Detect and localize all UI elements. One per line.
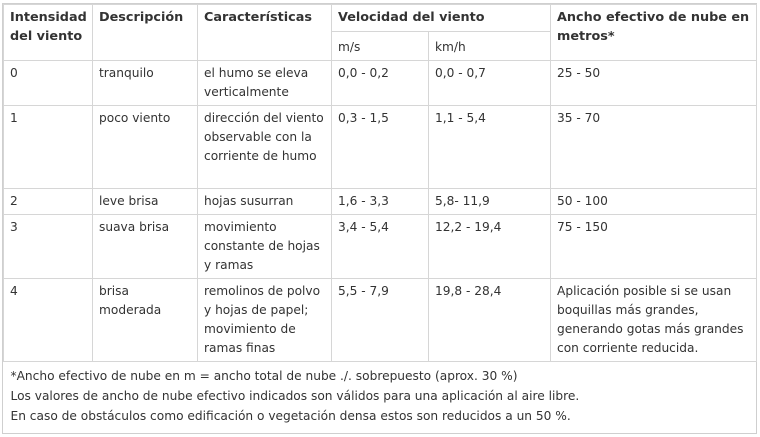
header-characteristics: Características (198, 5, 332, 61)
header-wind-speed: Velocidad del viento (332, 5, 551, 32)
cell-description: tranquilo (93, 61, 198, 106)
table-row (4, 279, 757, 362)
cell-cloud-width: 75 - 150 (551, 215, 757, 279)
header-unit-kmh: km/h (429, 32, 551, 61)
header-unit-ms: m/s (332, 32, 429, 61)
cell-characteristics: el humo se eleva verticalmente (198, 61, 332, 106)
cell-intensity: 0 (4, 61, 93, 106)
cell-characteristics: remolinos de polvo y hojas de papel; movimiento de ramas finas (198, 279, 332, 362)
header-intensity: Intensidad del viento (4, 5, 93, 61)
cell-intensity: 4 (4, 279, 93, 362)
cell-description: suava brisa (93, 215, 198, 279)
cell-characteristics: movimiento constante de hojas y ramas (198, 215, 332, 279)
cell-speed-ms: 0,0 - 0,2 (332, 61, 429, 106)
table-row (4, 189, 757, 215)
table-row (4, 61, 757, 106)
footnotes (4, 362, 757, 432)
cell-cloud-width: 50 - 100 (551, 189, 757, 215)
cell-intensity: 1 (4, 106, 93, 189)
footnote-validity: Los valores de ancho de nube efectivo indicados son válidos para una aplicación al aire libre. (10, 389, 580, 403)
cell-characteristics: dirección del viento observable con la corriente de humo (198, 106, 332, 189)
cell-speed-kmh: 5,8- 11,9 (429, 189, 551, 215)
cell-speed-kmh: 12,2 - 19,4 (429, 215, 551, 279)
header-row (4, 5, 757, 32)
cell-speed-ms: 5,5 - 7,9 (332, 279, 429, 362)
cell-speed-ms: 1,6 - 3,3 (332, 189, 429, 215)
cell-intensity: 2 (4, 189, 93, 215)
cell-intensity: 3 (4, 215, 93, 279)
header-cloud-width: Ancho efectivo de nube en metros* (551, 5, 757, 61)
cell-cloud-width: 35 - 70 (551, 106, 757, 189)
cell-description: leve brisa (93, 189, 198, 215)
table-row (4, 106, 757, 189)
cell-speed-kmh: 1,1 - 5,4 (429, 106, 551, 189)
cell-description: poco viento (93, 106, 198, 189)
header-description: Descripción (93, 5, 198, 61)
table-row (4, 215, 757, 279)
cell-speed-ms: 3,4 - 5,4 (332, 215, 429, 279)
footnote-definition: *Ancho efectivo de nube en m = ancho total de nube ./. sobrepuesto (aprox. 30 %) (10, 369, 518, 383)
cell-speed-kmh: 0,0 - 0,7 (429, 61, 551, 106)
footnote-row (4, 362, 757, 432)
wind-intensity-table (3, 4, 757, 431)
cell-characteristics: hojas susurran (198, 189, 332, 215)
footnote-obstacles: En caso de obstáculos como edificación o vegetación densa estos son reducidos a un 50 %. (10, 409, 571, 423)
cell-speed-kmh: 19,8 - 28,4 (429, 279, 551, 362)
cell-description: brisa moderada (93, 279, 198, 362)
cell-cloud-width: Aplicación posible si se usan boquillas más grandes, generando gotas más grandes con corriente reducida. (551, 279, 757, 362)
cell-speed-ms: 0,3 - 1,5 (332, 106, 429, 189)
wind-table-container (2, 3, 757, 434)
cell-cloud-width: 25 - 50 (551, 61, 757, 106)
